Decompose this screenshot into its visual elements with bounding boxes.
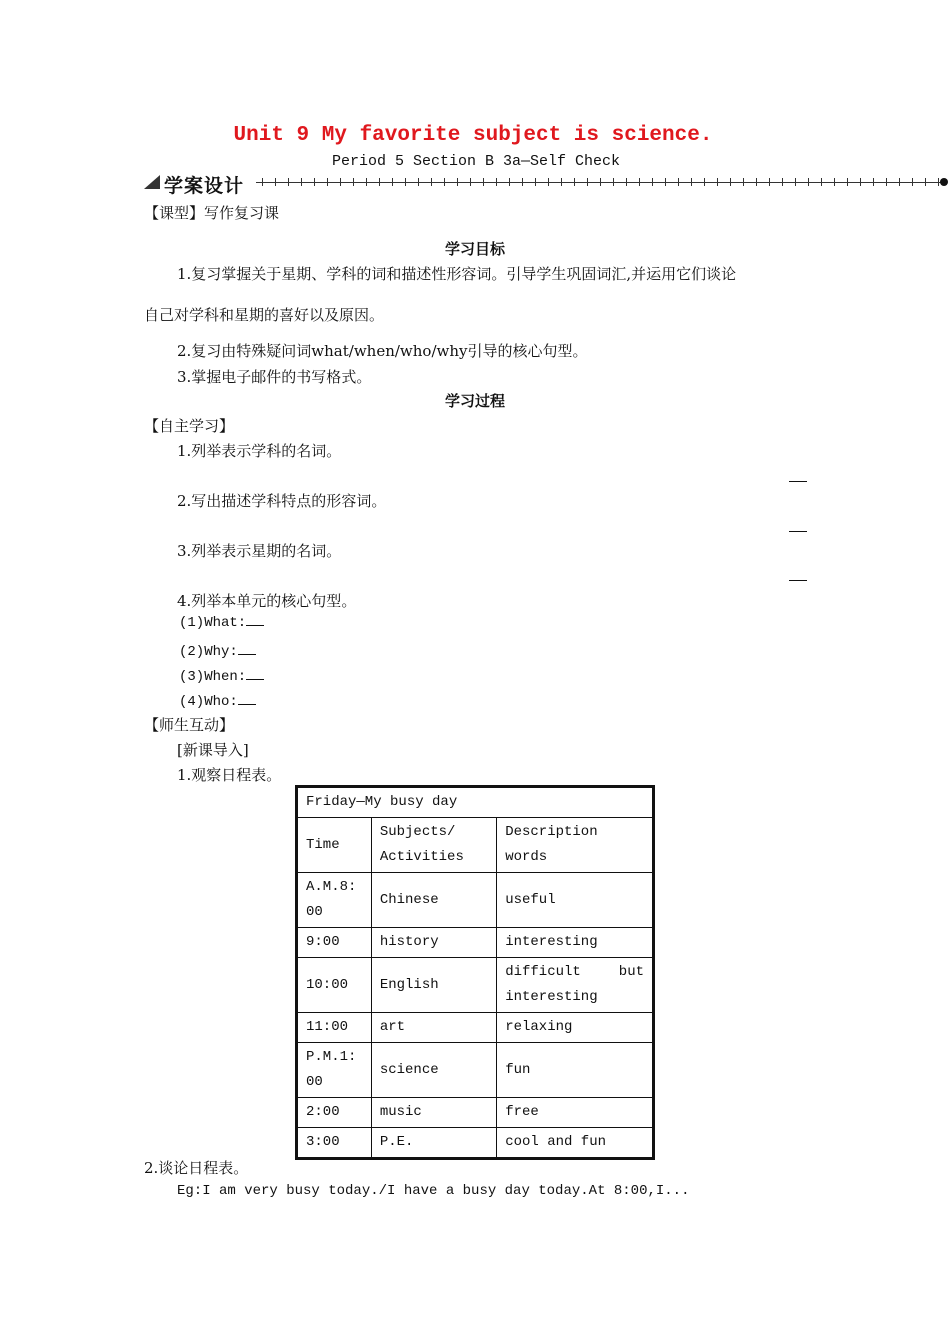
banner-tick-mark xyxy=(535,178,536,186)
banner-tick-mark xyxy=(743,178,744,186)
banner-tick-mark xyxy=(821,178,822,186)
time-cell: P.M.1: 00 xyxy=(297,1043,372,1098)
banner-tick-mark xyxy=(769,178,770,186)
banner-tick-mark xyxy=(418,178,419,186)
subject-cell: English xyxy=(371,958,496,1013)
goal-line: 2.复习由特殊疑问词what/when/who/why引导的核心句型。 xyxy=(177,342,588,360)
banner-tick-mark xyxy=(327,178,328,186)
banner-tick-mark xyxy=(314,178,315,186)
description-cell: interesting xyxy=(497,928,654,958)
subject-cell: history xyxy=(371,928,496,958)
process-heading: 学习过程 xyxy=(444,392,505,410)
description-cell: useful xyxy=(497,873,654,928)
step-two: 2.谈论日程表。 xyxy=(144,1159,249,1177)
subject-cell: music xyxy=(371,1098,496,1128)
banner-tick-mark xyxy=(444,178,445,186)
banner-tick-mark xyxy=(860,178,861,186)
answer-blank[interactable] xyxy=(789,481,807,482)
table-header-row xyxy=(297,818,654,873)
pattern-line: (1)What: xyxy=(179,611,264,631)
header-cell-description: Description words xyxy=(497,818,654,873)
description-cell: free xyxy=(497,1098,654,1128)
lead-in-label: [新课导入] xyxy=(177,741,249,759)
table-row xyxy=(297,1043,654,1098)
time-cell: 2:00 xyxy=(297,1098,372,1128)
banner-tick-mark xyxy=(886,178,887,186)
banner-tick-mark xyxy=(574,178,575,186)
banner-tick-mark xyxy=(470,178,471,186)
banner-tick-mark xyxy=(847,178,848,186)
banner-tick-mark xyxy=(639,178,640,186)
self-study-item: 3.列举表示星期的名词。 xyxy=(177,542,342,560)
table-row xyxy=(297,958,654,1013)
table-row xyxy=(297,1013,654,1043)
banner-tick-mark xyxy=(353,178,354,186)
banner-tick-mark xyxy=(262,178,263,186)
answer-blank[interactable] xyxy=(246,665,264,680)
self-study-item: 4.列举本单元的核心句型。 xyxy=(177,592,357,610)
banner-tick-mark xyxy=(652,178,653,186)
time-cell: 11:00 xyxy=(297,1013,372,1043)
banner-tick-mark xyxy=(899,178,900,186)
table-row xyxy=(297,928,654,958)
document-subtitle: Period 5 Section B 3a—Self Check xyxy=(332,153,621,170)
answer-blank[interactable] xyxy=(246,611,264,626)
description-cell: difficult but interesting xyxy=(497,958,654,1013)
banner-tick-mark xyxy=(366,178,367,186)
section-banner xyxy=(144,171,948,197)
banner-tick-mark xyxy=(561,178,562,186)
banner-end-dot-icon xyxy=(940,178,948,186)
table-caption-row xyxy=(297,787,654,818)
banner-tick-mark xyxy=(288,178,289,186)
banner-tick-mark xyxy=(275,178,276,186)
banner-tick-mark xyxy=(548,178,549,186)
answer-blank[interactable] xyxy=(238,690,256,705)
self-study-item: 1.列举表示学科的名词。 xyxy=(177,442,342,460)
pattern-line: (3)When: xyxy=(179,665,264,685)
banner-tick-mark xyxy=(522,178,523,186)
banner-tick-mark xyxy=(795,178,796,186)
banner-tick-mark xyxy=(912,178,913,186)
banner-tick-mark xyxy=(717,178,718,186)
example-sentence: Eg:I am very busy today./I have a busy day today.At 8:00,I... xyxy=(177,1183,690,1199)
goal-line: 3.掌握电子邮件的书写格式。 xyxy=(177,368,372,386)
banner-tick-mark xyxy=(496,178,497,186)
table-row xyxy=(297,1128,654,1159)
subject-cell: Chinese xyxy=(371,873,496,928)
table-row xyxy=(297,1098,654,1128)
answer-blank[interactable] xyxy=(789,580,807,581)
banner-tick-mark xyxy=(457,178,458,186)
time-cell: 3:00 xyxy=(297,1128,372,1159)
time-cell: A.M.8: 00 xyxy=(297,873,372,928)
self-study-item: 2.写出描述学科特点的形容词。 xyxy=(177,492,387,510)
description-cell: fun xyxy=(497,1043,654,1098)
banner-tick-mark xyxy=(626,178,627,186)
banner-tick-mark xyxy=(392,178,393,186)
banner-tick-mark xyxy=(678,178,679,186)
answer-blank[interactable] xyxy=(789,531,807,532)
goal-line: 自己对学科和星期的喜好以及原因。 xyxy=(144,306,385,324)
banner-tick-mark xyxy=(691,178,692,186)
banner-tick-mark xyxy=(405,178,406,186)
subject-cell: science xyxy=(371,1043,496,1098)
banner-tick-mark xyxy=(431,178,432,186)
interaction-heading: 【师生互动】 xyxy=(144,716,235,734)
banner-tick-mark xyxy=(730,178,731,186)
banner-tick-mark xyxy=(873,178,874,186)
banner-label: 学案设计 xyxy=(164,175,245,197)
banner-tick-mark xyxy=(600,178,601,186)
header-cell-time: Time xyxy=(297,818,372,873)
schedule-table xyxy=(295,785,655,1160)
time-cell: 9:00 xyxy=(297,928,372,958)
banner-tick-mark xyxy=(613,178,614,186)
banner-tick-mark xyxy=(340,178,341,186)
document-title: Unit 9 My favorite subject is science. xyxy=(233,124,713,147)
lesson-type: 【课型】写作复习课 xyxy=(144,204,280,222)
subject-cell: P.E. xyxy=(371,1128,496,1159)
banner-tick-mark xyxy=(509,178,510,186)
pattern-line: (4)Who: xyxy=(179,690,256,710)
step-one: 1.观察日程表。 xyxy=(177,766,282,784)
banner-tick-mark xyxy=(587,178,588,186)
banner-tick-mark xyxy=(301,178,302,186)
banner-tick-mark xyxy=(665,178,666,186)
description-cell: cool and fun xyxy=(497,1128,654,1159)
pattern-line: (2)Why: xyxy=(179,640,256,660)
banner-dotted-rule xyxy=(256,182,942,183)
banner-tick-mark xyxy=(756,178,757,186)
banner-tick-mark xyxy=(925,178,926,186)
banner-tick-mark xyxy=(782,178,783,186)
description-cell: relaxing xyxy=(497,1013,654,1043)
banner-tick-mark xyxy=(379,178,380,186)
subject-cell: art xyxy=(371,1013,496,1043)
banner-triangle-icon xyxy=(144,175,160,189)
self-study-heading: 【自主学习】 xyxy=(144,417,235,435)
banner-tick-mark xyxy=(483,178,484,186)
header-cell-subjects: Subjects/ Activities xyxy=(371,818,496,873)
table-caption: Friday—My busy day xyxy=(297,787,654,818)
banner-tick-mark xyxy=(704,178,705,186)
table-row xyxy=(297,873,654,928)
banner-tick-mark xyxy=(808,178,809,186)
goal-line: 1.复习掌握关于星期、学科的词和描述性形容词。引导学生巩固词汇,并运用它们谈论 xyxy=(177,265,737,283)
time-cell: 10:00 xyxy=(297,958,372,1013)
banner-tick-mark xyxy=(834,178,835,186)
answer-blank[interactable] xyxy=(238,640,256,655)
goals-heading: 学习目标 xyxy=(444,240,505,258)
banner-tick-mark xyxy=(938,178,939,186)
